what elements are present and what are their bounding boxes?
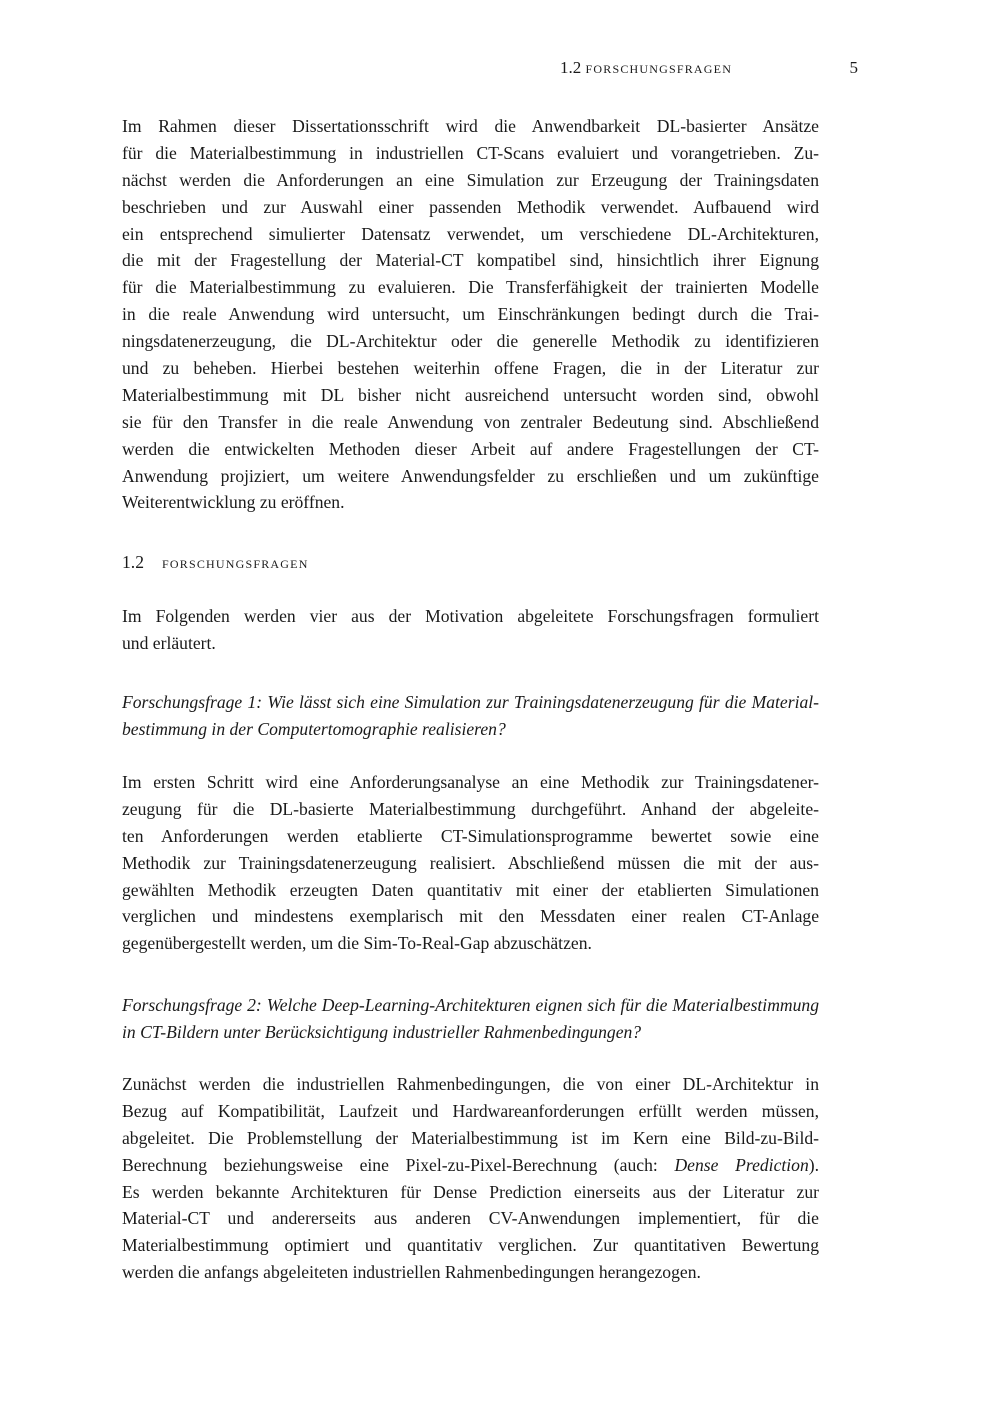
research-question-1 bbox=[122, 689, 819, 743]
text-line: Im Folgenden werden vier aus der Motivation abgeleitete Forschungsfragen formuliert bbox=[122, 606, 819, 626]
text-line: abgeleitet. Die Problemstellung der Materialbestimmung ist im Kern eine Bild-zu-Bild- bbox=[122, 1127, 819, 1148]
text-line: Material-CT und andererseits aus anderen CV-Anwendungen implementiert, für die bbox=[122, 1208, 819, 1229]
text-segment: ). bbox=[808, 1154, 820, 1175]
text-line: Anwendung projiziert, um weitere Anwendungsfelder zu erschließen und um zukünftige bbox=[122, 465, 819, 486]
text-line: gewählten Methodik erzeugten Daten quantitativ mit einer der etablierten Simulationen bbox=[122, 879, 819, 900]
text-line: Materialbestimmung mit DL bisher nicht ausreichend untersucht worden sind, obwohl bbox=[122, 384, 819, 405]
text-line: Im Rahmen dieser Dissertationsschrift wird die Anwendbarkeit DL-basierter Ansätze bbox=[122, 116, 819, 136]
emphasis-text: Dense Prediction bbox=[674, 1154, 809, 1175]
text-line: für die Materialbestimmung zu evaluieren. Die Transferfähigkeit der trainierten Modelle bbox=[122, 277, 819, 298]
text-line: Forschungsfrage 2: Welche Deep-Learning-Architekturen eignen sich für die Materialbestimmung bbox=[122, 995, 819, 1015]
text-line: Methodik zur Trainingsdatenerzeugung realisiert. Abschließend müssen die mit der aus- bbox=[122, 852, 819, 873]
running-title bbox=[560, 58, 732, 78]
paragraph-intro bbox=[122, 113, 819, 516]
text-line: nächst werden die Anforderungen an eine Simulation zur Erzeugung der Trainingsdaten bbox=[122, 169, 819, 190]
text-line: ein entsprechend simulierter Datensatz verwendet, um verschiedene DL-Architekturen, bbox=[122, 223, 819, 244]
paragraph-overview bbox=[122, 603, 819, 657]
research-question-2 bbox=[122, 992, 819, 1046]
section-heading bbox=[122, 552, 309, 573]
text-line: Im ersten Schritt wird eine Anforderungsanalyse an eine Methodik zur Trainingsdatener- bbox=[122, 772, 819, 792]
text-line: die mit der Fragestellung der Material-CT kompatibel sind, hinsichtlich ihrer Eignung bbox=[122, 250, 819, 271]
running-title-text: forschungsfragen bbox=[585, 58, 733, 77]
text-line: gegenübergestellt werden, um die Sim-To-Real-Gap abzuschätzen. bbox=[122, 933, 592, 954]
text-line: in CT-Bildern unter Berücksichtigung industrieller Rahmenbedingungen? bbox=[122, 1021, 642, 1042]
text-line: bestimmung in der Computertomographie realisieren? bbox=[122, 718, 506, 739]
text-line: und zu beheben. Hierbei bestehen weiterhin offene Fragen, die in der Literatur zur bbox=[122, 358, 819, 379]
text-line: sie für den Transfer in die reale Anwendung von zentraler Bedeutung sind. Abschließend bbox=[122, 411, 819, 432]
text-line: verglichen und mindestens exemplarisch mit den Messdaten einer realen CT-Anlage bbox=[122, 906, 819, 927]
text-line: und erläutert. bbox=[122, 632, 216, 653]
text-line: werden die entwickelten Methoden dieser Arbeit auf andere Fragestellungen der CT- bbox=[122, 438, 819, 459]
page-number: 5 bbox=[849, 58, 858, 77]
text-line: werden die anfangs abgeleiteten industriellen Rahmenbedingungen herangezogen. bbox=[122, 1262, 701, 1283]
text-line: beschrieben und zur Auswahl einer passenden Methodik verwendet. Aufbauend wird bbox=[122, 196, 819, 217]
text-line: Bezug auf Kompatibilität, Laufzeit und Hardwareanforderungen erfüllt werden müssen, bbox=[122, 1100, 819, 1121]
running-header bbox=[560, 58, 858, 78]
paragraph-question-1 bbox=[122, 769, 819, 957]
text-line: Es werden bekannte Architekturen für Dense Prediction einerseits aus der Literatur zur bbox=[122, 1181, 819, 1202]
text-line: für die Materialbestimmung in industriellen CT-Scans evaluiert und vorangetrieben. Zu- bbox=[122, 142, 819, 163]
section-title: forschungsfragen bbox=[162, 552, 309, 572]
text-line: zeugung für die DL-basierte Materialbestimmung durchgeführt. Anhand der abgeleite- bbox=[122, 798, 819, 819]
text-line: Zunächst werden die industriellen Rahmenbedingungen, die von einer DL-Architektur in bbox=[122, 1074, 819, 1094]
text-line: Forschungsfrage 1: Wie lässt sich eine Simulation zur Trainingsdatenerzeugung für die Material- bbox=[122, 692, 819, 712]
text-line: Materialbestimmung optimiert und quantitativ verglichen. Zur quantitativen Bewertung bbox=[122, 1235, 819, 1256]
text-line: ningsdatenerzeugung, die DL-Architektur oder die generelle Methodik zu identifizieren bbox=[122, 331, 819, 352]
text-line bbox=[122, 1152, 819, 1179]
text-line: Weiterentwicklung zu eröffnen. bbox=[122, 492, 345, 513]
running-title-number: 1.2 bbox=[560, 58, 582, 77]
text-line: in die reale Anwendung wird untersucht, um Einschränkungen bedingt durch die Trai- bbox=[122, 304, 819, 325]
text-segment: Berechnung beziehungsweise eine Pixel-zu-Pixel-Berechnung (auch: bbox=[122, 1154, 675, 1175]
paragraph-question-2 bbox=[122, 1071, 819, 1286]
section-number: 1.2 bbox=[122, 552, 144, 572]
text-line: ten Anforderungen werden etablierte CT-Simulationsprogramme bewertet sowie eine bbox=[122, 825, 819, 846]
